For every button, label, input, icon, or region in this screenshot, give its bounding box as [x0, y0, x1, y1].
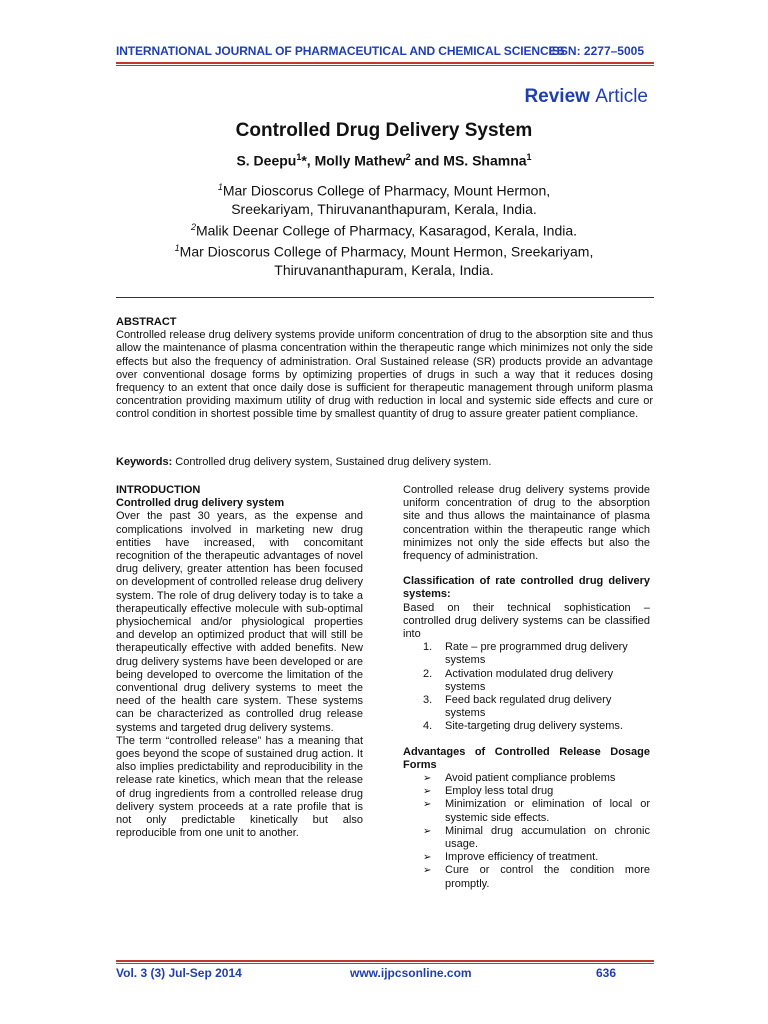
- footer-volume: Vol. 3 (3) Jul-Sep 2014: [116, 966, 242, 980]
- abstract-heading: ABSTRACT: [116, 316, 177, 328]
- journal-name: INTERNATIONAL JOURNAL OF PHARMACEUTICAL AND CHEMICAL SCIENCES: [116, 44, 565, 58]
- right-column: [403, 484, 650, 891]
- keywords: [116, 456, 653, 468]
- section-divider: [116, 297, 654, 298]
- paper-title: Controlled Drug Delivery System: [235, 120, 533, 141]
- journal-header: [116, 42, 654, 64]
- subheading-cdds: Controlled drug delivery system: [116, 497, 285, 510]
- right-paragraph-1: Controlled release drug delivery systems provide uniform concentration of drug to the absorption site and thus allows the maintainance of plasma concentration within the therapeutic range which minimizes not only the side effects but also the frequency of administration.: [403, 484, 650, 563]
- author-and: and: [410, 152, 444, 169]
- author-3-affil: 1: [526, 152, 532, 162]
- left-column: [116, 484, 363, 840]
- issn: ISSN: 2277–5005: [548, 44, 644, 58]
- list-item: ➢ Minimization or elimination of local or systemic side effects.: [423, 798, 650, 824]
- article-type-word2: Article: [595, 86, 648, 107]
- list-item: 4. Site-targeting drug delivery systems.: [423, 720, 623, 733]
- header-rule: [116, 62, 654, 64]
- affiliations: [0, 178, 768, 279]
- arrow-bullet-icon: ➢: [423, 865, 432, 877]
- footer-rule-thin: [116, 963, 654, 964]
- article-type-word1: Review: [524, 86, 590, 107]
- abstract-text: Controlled release drug delivery systems provide uniform concentration of drug to the absorption site and thus allow the maintenance of plasma concentration within the therapeutic range which minimizes not only the side effects but also the frequency of administration. Oral Sustained release (SR) products provide an advantage over conventional dosage forms by optimizing properties of drugs in such a way that it reduces dosing frequency to an extent that once daily dose is sufficient for therapeutic management through uniform plasma concentration providing maximum utility of drug with reduction in local and systemic side effects and cure or control condition in shortest possible time by smallest quantity of drug to assure greater patient compliance.: [116, 329, 653, 421]
- author-1-affil: 1: [296, 152, 302, 162]
- list-item: 2. Activation modulated drug delivery systems: [423, 667, 614, 693]
- advantages-list: [403, 772, 650, 891]
- intro-heading: INTRODUCTION: [116, 484, 201, 496]
- author-1: S. Deepu: [236, 152, 297, 169]
- header-rule-thin: [116, 65, 654, 66]
- author-2-affil: 2: [405, 152, 411, 162]
- classification-intro: Based on their technical sophistication – controlled drug delivery systems can be classified into: [403, 601, 650, 641]
- classification-list: [403, 641, 650, 733]
- affiliation-1: $^1$Mar Dioscorus College of Pharmacy, Mount Hermon,: [217, 182, 551, 199]
- keywords-label: Keywords:: [116, 456, 173, 468]
- footer-rule: [116, 960, 654, 962]
- affiliation-2: $^2$Malik Deenar College of Pharmacy, Kasaragod, Kerala, India.: [190, 221, 578, 239]
- arrow-bullet-icon: ➢: [423, 825, 432, 837]
- list-item: ➢ Improve efficiency of treatment.: [423, 851, 599, 864]
- list-item: 3. Feed back regulated drug delivery systems: [423, 694, 612, 720]
- page-number: 636: [596, 966, 617, 980]
- article-type: [524, 86, 648, 108]
- affiliation-3: $^1$Mar Dioscorus College of Pharmacy, Mount Hermon, Sreekariyam,: [174, 243, 594, 260]
- affiliation-1-line2: Sreekariyam, Thiruvananthapuram, Kerala, India.: [231, 200, 537, 217]
- list-item: ➢ Employ less total drug: [423, 785, 554, 798]
- author-3: MS. Shamna: [443, 152, 527, 169]
- advantages-heading: Advantages of Controlled Release Dosage Forms: [403, 745, 650, 771]
- intro-paragraph-1: Over the past 30 years, as the expense and complications involved in marketing new drug entities have increased, with concomitant recognition of the therapeutic advantages of novel drug delivery, greater attention has been focused on development of controlled release drug delivery system. The role of drug delivery today is to take a therapeutically effective molecule with sub-optimal physiochemical and/or physiological properties and develop an optimized product that will still be therapeutically effective with added benefits. New drug delivery systems have been developed or are being developed to overcome the limitation of the conventional drug delivery systems to meet the need of the health care system. These systems can be characterized as controlled drug release systems and targeted drug delivery systems.: [116, 510, 363, 734]
- author-2: Molly Mathew: [314, 152, 406, 169]
- list-item: 1. Rate – pre programmed drug delivery systems: [423, 641, 628, 667]
- arrow-bullet-icon: ➢: [423, 786, 432, 798]
- classification-heading: Classification of rate controlled drug delivery systems:: [403, 575, 650, 601]
- intro-paragraph-2: The term “controlled release” has a meaning that goes beyond the scope of sustained drug action. It also implies predictability and reproducibility in the release rate kinetics, which mean that the release of drug ingredients from a controlled release drug delivery system proceeds at a rate profile that is not only predictable kinetically but also reproducible from one unit to another.: [116, 734, 363, 840]
- author-list: [0, 152, 768, 169]
- arrow-bullet-icon: ➢: [423, 852, 432, 864]
- arrow-bullet-icon: ➢: [423, 799, 432, 811]
- arrow-bullet-icon: ➢: [423, 773, 432, 785]
- footer-website-link[interactable]: www.ijpcsonline.com: [350, 966, 472, 980]
- abstract: [116, 316, 653, 422]
- list-item: ➢ Avoid patient compliance problems: [423, 772, 616, 785]
- affiliation-3-line2: Thiruvananthapuram, Kerala, India.: [274, 261, 494, 278]
- corresponding-mark: *,: [301, 152, 315, 169]
- list-item: ➢ Cure or control the condition more promptly.: [423, 864, 650, 890]
- keywords-text: Controlled drug delivery system, Sustained drug delivery system.: [172, 456, 492, 468]
- list-item: ➢ Minimal drug accumulation on chronic usage.: [423, 824, 650, 851]
